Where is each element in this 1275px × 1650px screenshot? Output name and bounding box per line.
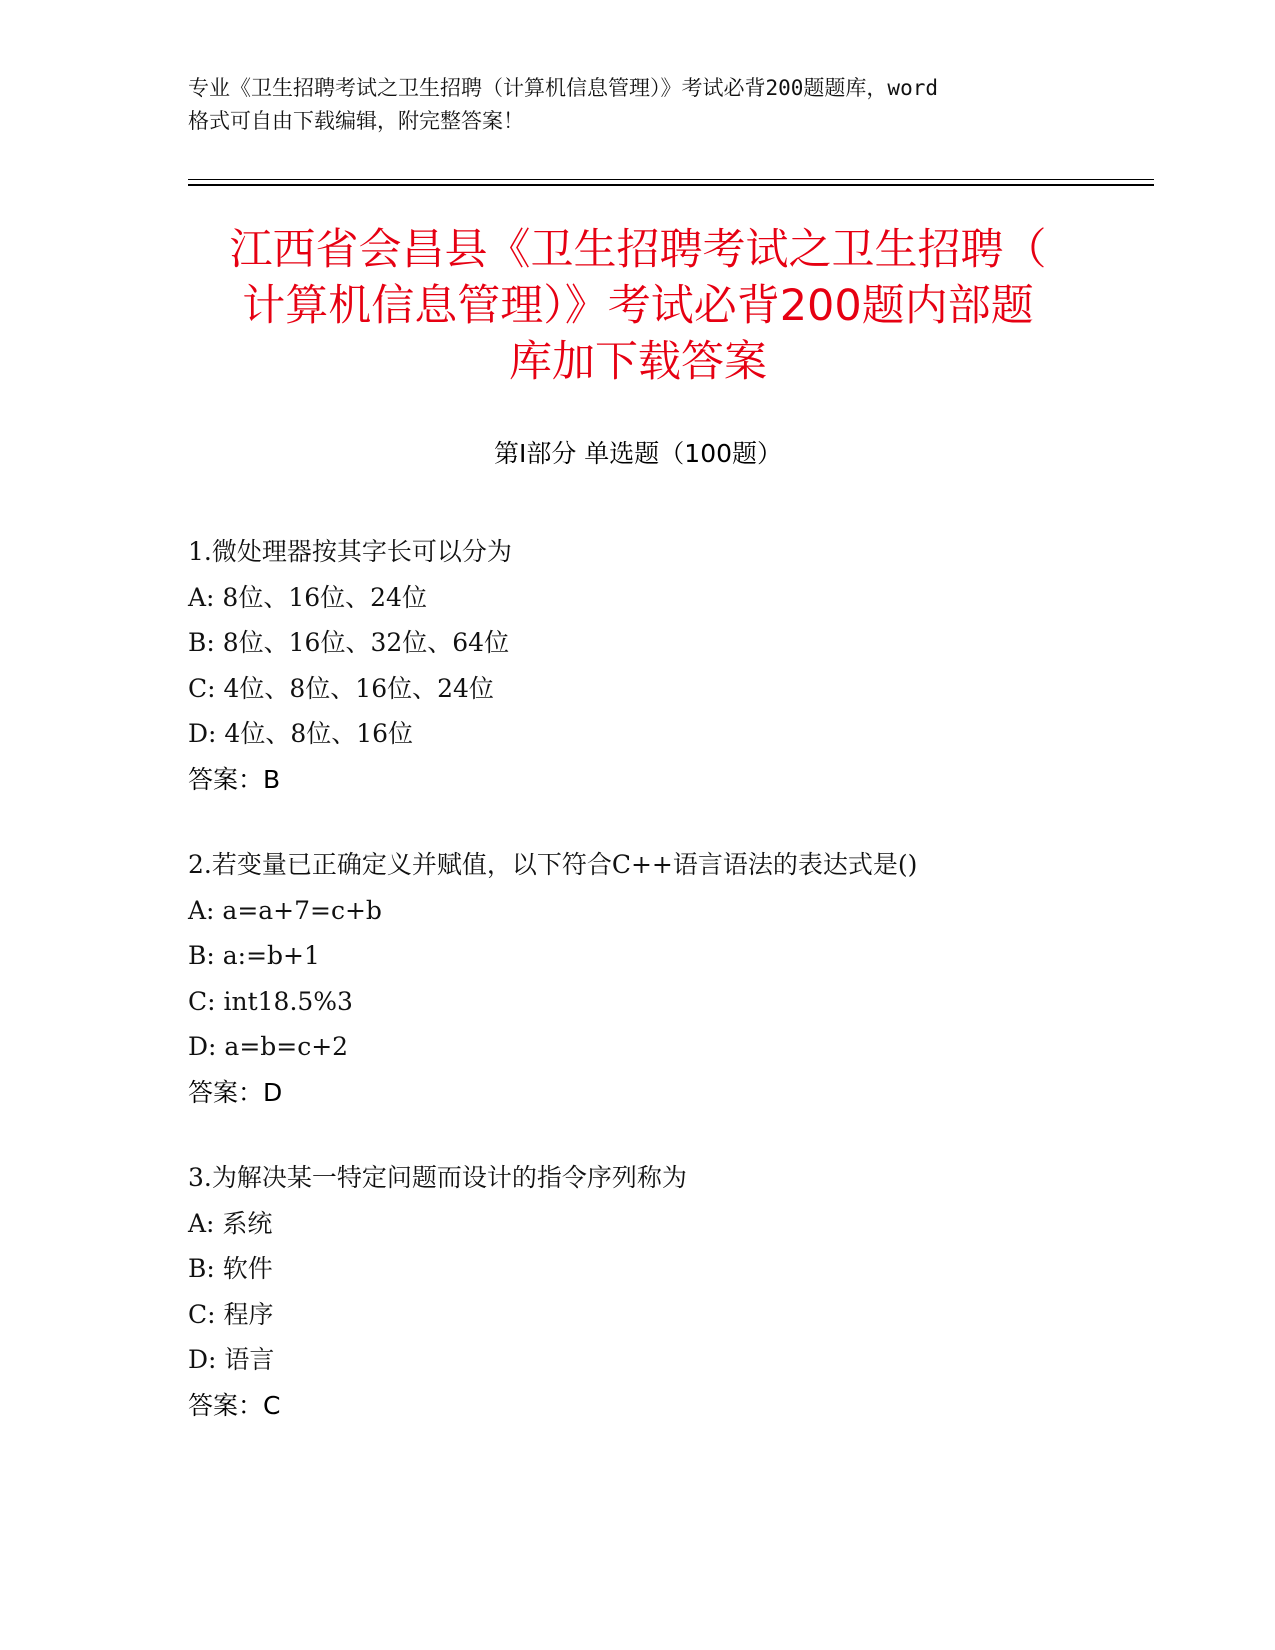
option-b: B: 软件 <box>188 1254 273 1283</box>
document-header-note <box>188 72 1088 138</box>
option-c: C: 程序 <box>188 1299 274 1329</box>
section-heading: 第Ⅰ部分 单选题（100题） <box>493 439 783 468</box>
header-divider-thick <box>188 184 1154 186</box>
document-title <box>188 222 1088 390</box>
option-a: A: 8位、16位、24位 <box>188 582 427 612</box>
question-item <box>188 529 1148 802</box>
document-title-line-3: 库加下载答案 <box>509 337 767 387</box>
option-d: D: a=b=c+2 <box>188 1032 349 1061</box>
option-b: B: 8位、16位、32位、64位 <box>188 628 510 657</box>
question-item <box>188 1155 1148 1428</box>
header-note-line-2: 格式可自由下载编辑，附完整答案！ <box>188 109 524 133</box>
question-item <box>188 842 1148 1115</box>
answer-line: 答案：D <box>188 1077 283 1107</box>
option-b: B: a:=b+1 <box>188 941 320 970</box>
option-d: D: 4位、8位、16位 <box>188 719 414 748</box>
header-divider-thin <box>188 179 1154 180</box>
option-a: A: 系统 <box>188 1208 273 1238</box>
option-c: C: 4位、8位、16位、24位 <box>188 673 494 703</box>
question-stem: 1.微处理器按其字长可以分为 <box>188 537 512 566</box>
question-stem: 2.若变量已正确定义并赋值，以下符合C++语言语法的表达式是() <box>188 850 918 879</box>
document-title-line-1: 江西省会昌县《卫生招聘考试之卫生招聘（ <box>229 225 1047 275</box>
answer-line: 答案：B <box>188 764 281 794</box>
option-c: C: int18.5%3 <box>188 986 353 1016</box>
option-d: D: 语言 <box>188 1345 275 1374</box>
option-a: A: a=a+7=c+b <box>188 895 382 925</box>
answer-line: 答案：C <box>188 1390 281 1420</box>
question-stem: 3.为解决某一特定问题而设计的指令序列称为 <box>188 1163 687 1192</box>
header-note-line-1: 专业《卫生招聘考试之卫生招聘（计算机信息管理）》考试必背200题题库，word <box>188 76 938 100</box>
document-title-line-2: 计算机信息管理）》考试必背200题内部题 <box>242 281 1034 331</box>
question-list <box>188 529 1148 1468</box>
